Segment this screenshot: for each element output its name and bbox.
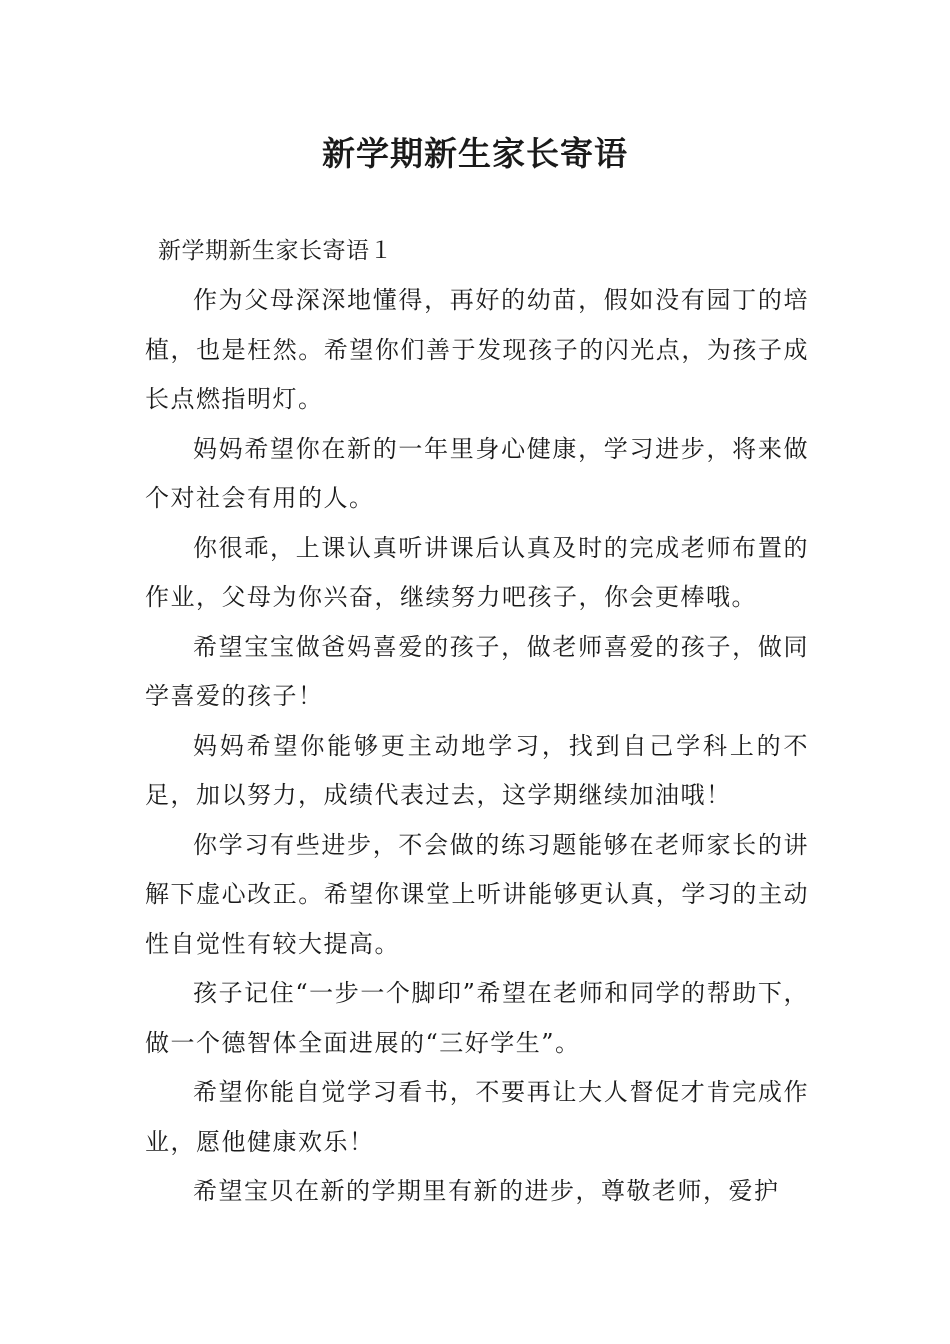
paragraph: 希望宝宝做爸妈喜爱的孩子，做老师喜爱的孩子，做同学喜爱的孩子！ [145,632,809,710]
paragraph: 希望宝贝在新的学期里有新的进步，尊敬老师，爱护 [193,1177,780,1205]
paragraph: 作为父母深深地懂得，再好的幼苗，假如没有园丁的培植，也是枉然。希望你们善于发现孩子的闪光点，为孩子成长点燃指明灯。 [145,286,809,413]
document-title: 新学期新生家长寄语 [322,134,628,173]
paragraph: 孩子记住“一步一个脚印”希望在老师和同学的帮助下，做一个德智体全面进展的“三好学生”。 [145,979,809,1057]
paragraph: 妈妈希望你能够更主动地学习，找到自己学科上的不足，加以努力，成绩代表过去，这学期继续加油哦！ [145,731,809,809]
document-body [145,276,809,1217]
paragraph: 你学习有些进步，不会做的练习题能够在老师家长的讲解下虚心改正。希望你课堂上听讲能够更认真，学习的主动性自觉性有较大提高。 [145,830,809,958]
paragraph: 妈妈希望你在新的一年里身心健康，学习进步，将来做个对社会有用的人。 [145,434,809,512]
paragraph: 你很乖，上课认真听讲课后认真及时的完成老师布置的作业，父母为你兴奋，继续努力吧孩子，你会更棒哦。 [145,533,809,611]
paragraph: 希望你能自觉学习看书，不要再让大人督促才肯完成作业，愿他健康欢乐！ [145,1078,809,1156]
section-heading: 新学期新生家长寄语１ [158,238,393,264]
